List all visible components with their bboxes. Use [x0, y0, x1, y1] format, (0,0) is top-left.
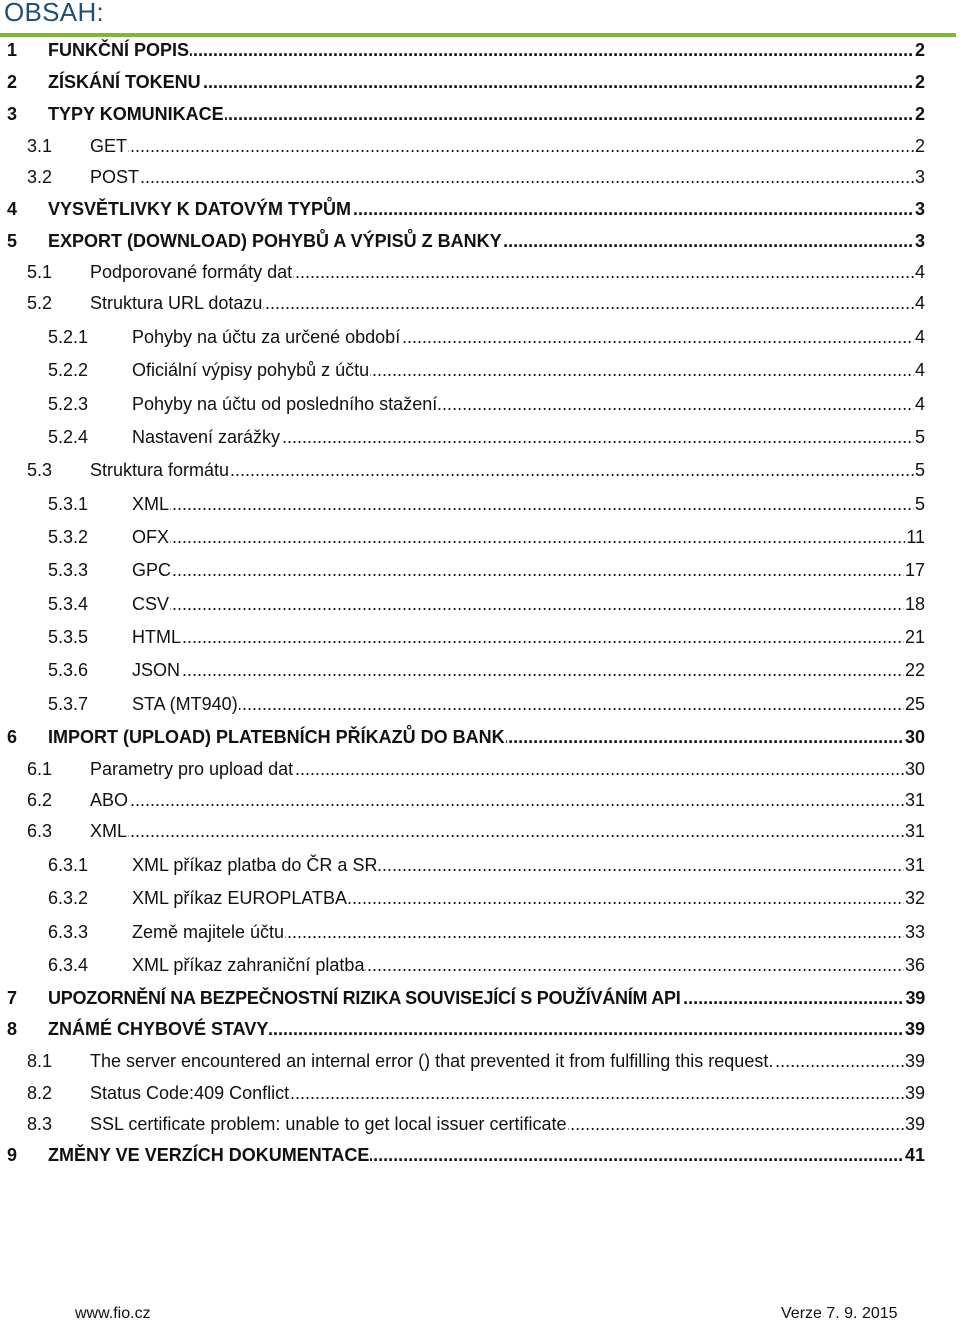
toc-entry-title: XML příkaz platba do ČR a SR: [132, 855, 378, 875]
toc-entry[interactable]: [0, 886, 925, 910]
toc-entry-title: HTML: [132, 627, 181, 647]
toc-entry[interactable]: [0, 358, 925, 382]
toc-entry-number: 6.1: [27, 759, 53, 779]
toc-entry-title: Pohyby na účtu za určené období: [132, 327, 401, 347]
toc-entry[interactable]: [0, 625, 925, 649]
toc-entry-title: OFX: [132, 527, 170, 547]
toc-entry[interactable]: [0, 558, 925, 582]
footer-website: www.fio.cz: [75, 1305, 151, 1322]
toc-entry-title: Země majitele účtu: [132, 922, 285, 942]
toc-entry[interactable]: [0, 819, 925, 843]
toc-entry-page: 31: [904, 855, 925, 875]
toc-entry-number: 1: [7, 40, 18, 60]
toc-entry-number: 5.2.2: [48, 360, 89, 380]
toc-entry[interactable]: [0, 1049, 925, 1073]
toc-entry-number: 5.3.7: [48, 694, 89, 714]
toc-entry-title: STA (MT940): [132, 694, 238, 714]
toc-entry-page: 4: [914, 327, 925, 347]
toc-entry-page: 2: [914, 40, 925, 60]
toc-entry-title: Pohyby na účtu od posledního stažení: [132, 394, 438, 414]
toc-entry-number: 5.3: [27, 460, 53, 480]
toc-entry-title: JSON: [132, 660, 181, 680]
toc-entry-title: XML příkaz EUROPLATBA: [132, 888, 348, 908]
toc-entry-page: 18: [904, 594, 925, 614]
toc-dot-leader: [90, 165, 925, 189]
toc-entry-page: 4: [914, 394, 925, 414]
toc-entry-number: 5.3.4: [48, 594, 89, 614]
toc-entry-title: ZÍSKÁNÍ TOKENU: [48, 72, 201, 92]
toc-entry-title: Struktura formátu: [90, 460, 230, 480]
toc-entry[interactable]: [0, 920, 925, 944]
toc-entry-title: Oficiální výpisy pohybů z účtu: [132, 360, 370, 380]
toc-entry-page: 4: [914, 360, 925, 380]
toc-entry-number: 5.3.3: [48, 560, 89, 580]
toc-entry[interactable]: [0, 953, 925, 977]
toc-entry-title: Struktura URL dotazu: [90, 293, 263, 313]
toc-entry[interactable]: [0, 197, 925, 221]
toc-entry[interactable]: [0, 1017, 925, 1041]
toc-entry[interactable]: [0, 525, 925, 549]
toc-entry-number: 8: [7, 1019, 18, 1039]
toc-entry-page: 5: [914, 460, 925, 480]
toc-entry-title: ZMĚNY VE VERZÍCH DOKUMENTACE: [48, 1145, 370, 1165]
toc-entry-title: VYSVĚTLIVKY K DATOVÝM TYPŮM: [48, 199, 352, 219]
toc-entry[interactable]: [0, 425, 925, 449]
toc-entry-title: IMPORT (UPLOAD) PLATEBNÍCH PŘÍKAZŮ DO BANK: [48, 727, 505, 747]
toc-entry-page: 39: [904, 1083, 925, 1103]
toc-entry-number: 4: [7, 199, 18, 219]
toc-entry-title: FUNKČNÍ POPIS: [48, 40, 190, 60]
toc-entry-page: 4: [914, 262, 925, 282]
toc-dot-leader: [132, 592, 925, 616]
toc-entry[interactable]: [0, 134, 925, 158]
toc-entry-title: ZNÁMÉ CHYBOVÉ STAVY: [48, 1019, 269, 1039]
toc-entry-number: 3.2: [27, 167, 53, 187]
toc-entry-page: 36: [904, 955, 925, 975]
toc-entry-page: 30: [904, 759, 925, 779]
toc-entry-number: 6.3: [27, 821, 53, 841]
toc-entry-title: SSL certificate problem: unable to get local issuer certificate: [90, 1114, 567, 1134]
toc-entry[interactable]: [0, 392, 925, 416]
toc-entry[interactable]: [0, 986, 925, 1010]
toc-entry-page: 41: [904, 1145, 925, 1165]
toc-dot-leader: [132, 692, 925, 716]
toc-entry[interactable]: [0, 757, 925, 781]
toc-entry-page: 22: [904, 660, 925, 680]
toc-entry[interactable]: [0, 70, 925, 94]
toc-entry-page: 17: [904, 560, 925, 580]
toc-dot-leader: [132, 525, 925, 549]
toc-entry-title: EXPORT (DOWNLOAD) POHYBŮ A VÝPISŮ Z BANKY: [48, 231, 502, 251]
toc-entry-title: The server encountered an internal error () that prevented it from fulfilling this request.: [90, 1051, 774, 1071]
toc-entry-title: CSV: [132, 594, 170, 614]
toc-entry[interactable]: [0, 592, 925, 616]
toc-entry-page: 30: [904, 727, 925, 747]
toc-entry-number: 5.1: [27, 262, 53, 282]
toc-entry[interactable]: [0, 1143, 925, 1167]
toc-entry-page: 2: [914, 104, 925, 124]
toc-entry-page: 39: [904, 1019, 925, 1039]
toc-entry[interactable]: [0, 325, 925, 349]
toc-entry-number: 6.3.1: [48, 855, 89, 875]
toc-entry-title: XML příkaz zahraniční platba: [132, 955, 365, 975]
toc-entry-title: XML: [90, 821, 128, 841]
toc-entry-number: 5.2.1: [48, 327, 89, 347]
toc-entry[interactable]: [0, 492, 925, 516]
toc-entry-title: Parametry pro upload dat: [90, 759, 294, 779]
toc-entry-number: 5.3.1: [48, 494, 89, 514]
toc-entry-number: 8.3: [27, 1114, 53, 1134]
footer-version: Verze 7. 9. 2015: [781, 1305, 898, 1322]
toc-entry[interactable]: [0, 458, 925, 482]
toc-entry-title: Nastavení zarážky: [132, 427, 281, 447]
toc-entry-number: 3.1: [27, 136, 53, 156]
toc-entry-page: 3: [914, 199, 925, 219]
toc-entry[interactable]: [0, 229, 925, 253]
toc-entry-number: 6.3.4: [48, 955, 89, 975]
toc-entry-page: 21: [904, 627, 925, 647]
toc-entry-page: 32: [904, 888, 925, 908]
toc-entry[interactable]: [0, 291, 925, 315]
toc-entry-number: 5.3.2: [48, 527, 89, 547]
toc-entry-page: 4: [914, 293, 925, 313]
toc-entry-number: 5.3.6: [48, 660, 89, 680]
toc-entry[interactable]: [0, 165, 925, 189]
toc-entry-title: Podporované formáty dat: [90, 262, 293, 282]
toc-dot-leader: [90, 819, 925, 843]
toc-entry-page: 25: [904, 694, 925, 714]
toc-entry-number: 6.2: [27, 790, 53, 810]
toc-entry-title: ABO: [90, 790, 129, 810]
toc-entry[interactable]: [0, 692, 925, 716]
toc-entry-page: 3: [914, 167, 925, 187]
toc-entry-page: 31: [904, 790, 925, 810]
toc-entry[interactable]: [0, 725, 925, 749]
toc-entry-number: 6.3.2: [48, 888, 89, 908]
toc-entry-number: 3: [7, 104, 18, 124]
toc-dot-leader: [90, 134, 925, 158]
toc-entry[interactable]: [0, 658, 925, 682]
toc-entry-number: 6.3.3: [48, 922, 89, 942]
toc-entry-title: POST: [90, 167, 140, 187]
toc-entry-page: 5: [914, 427, 925, 447]
toc-entry[interactable]: [0, 1081, 925, 1105]
toc-entry-title: TYPY KOMUNIKACE: [48, 104, 224, 124]
toc-entry-number: 5.2: [27, 293, 53, 313]
toc-entry[interactable]: [0, 788, 925, 812]
toc-entry-number: 5.2.4: [48, 427, 89, 447]
toc-entry-page: 2: [914, 136, 925, 156]
toc-entry[interactable]: [0, 260, 925, 284]
toc-entry[interactable]: [0, 102, 925, 126]
toc-entry-page: 33: [904, 922, 925, 942]
toc-entry[interactable]: [0, 1112, 925, 1136]
toc-entry-number: 8.2: [27, 1083, 53, 1103]
toc-entry-title: GET: [90, 136, 128, 156]
heading-underline: [0, 33, 956, 37]
toc-entry-page: 31: [904, 821, 925, 841]
toc-dot-leader: [132, 658, 925, 682]
toc-entry-number: 2: [7, 72, 18, 92]
toc-entry-page: 39: [904, 1114, 925, 1134]
toc-dot-leader: [90, 788, 925, 812]
toc-entry-number: 9: [7, 1145, 18, 1165]
toc-entry-title: GPC: [132, 560, 172, 580]
toc-entry-number: 6: [7, 727, 18, 747]
toc-entry-number: 5.2.3: [48, 394, 89, 414]
toc-entry-page: 39: [904, 1051, 925, 1071]
toc-entry-title: XML: [132, 494, 170, 514]
toc-entry-page: 11: [906, 527, 925, 547]
toc-dot-leader: [132, 492, 925, 516]
toc-entry-page: 3: [914, 231, 925, 251]
toc-entry-title: Status Code:409 Conflict: [90, 1083, 290, 1103]
toc-entry[interactable]: [0, 853, 925, 877]
toc-entry-number: 5.3.5: [48, 627, 89, 647]
toc-entry-page: 2: [914, 72, 925, 92]
toc-entry-number: 8.1: [27, 1051, 53, 1071]
toc-entry[interactable]: [0, 38, 925, 62]
toc-entry-title: UPOZORNĚNÍ NA BEZPEČNOSTNÍ RIZIKA SOUVISEJÍCÍ S POUŽÍVÁNÍM API: [48, 988, 681, 1008]
toc-dot-leader: [132, 558, 925, 582]
toc-dot-leader: [132, 625, 925, 649]
toc-entry-number: 5: [7, 231, 18, 251]
toc-entry-number: 7: [7, 988, 17, 1008]
page-title: OBSAH:: [4, 0, 105, 27]
toc-entry-page: 5: [914, 494, 925, 514]
toc-entry-page: 39: [905, 988, 925, 1008]
